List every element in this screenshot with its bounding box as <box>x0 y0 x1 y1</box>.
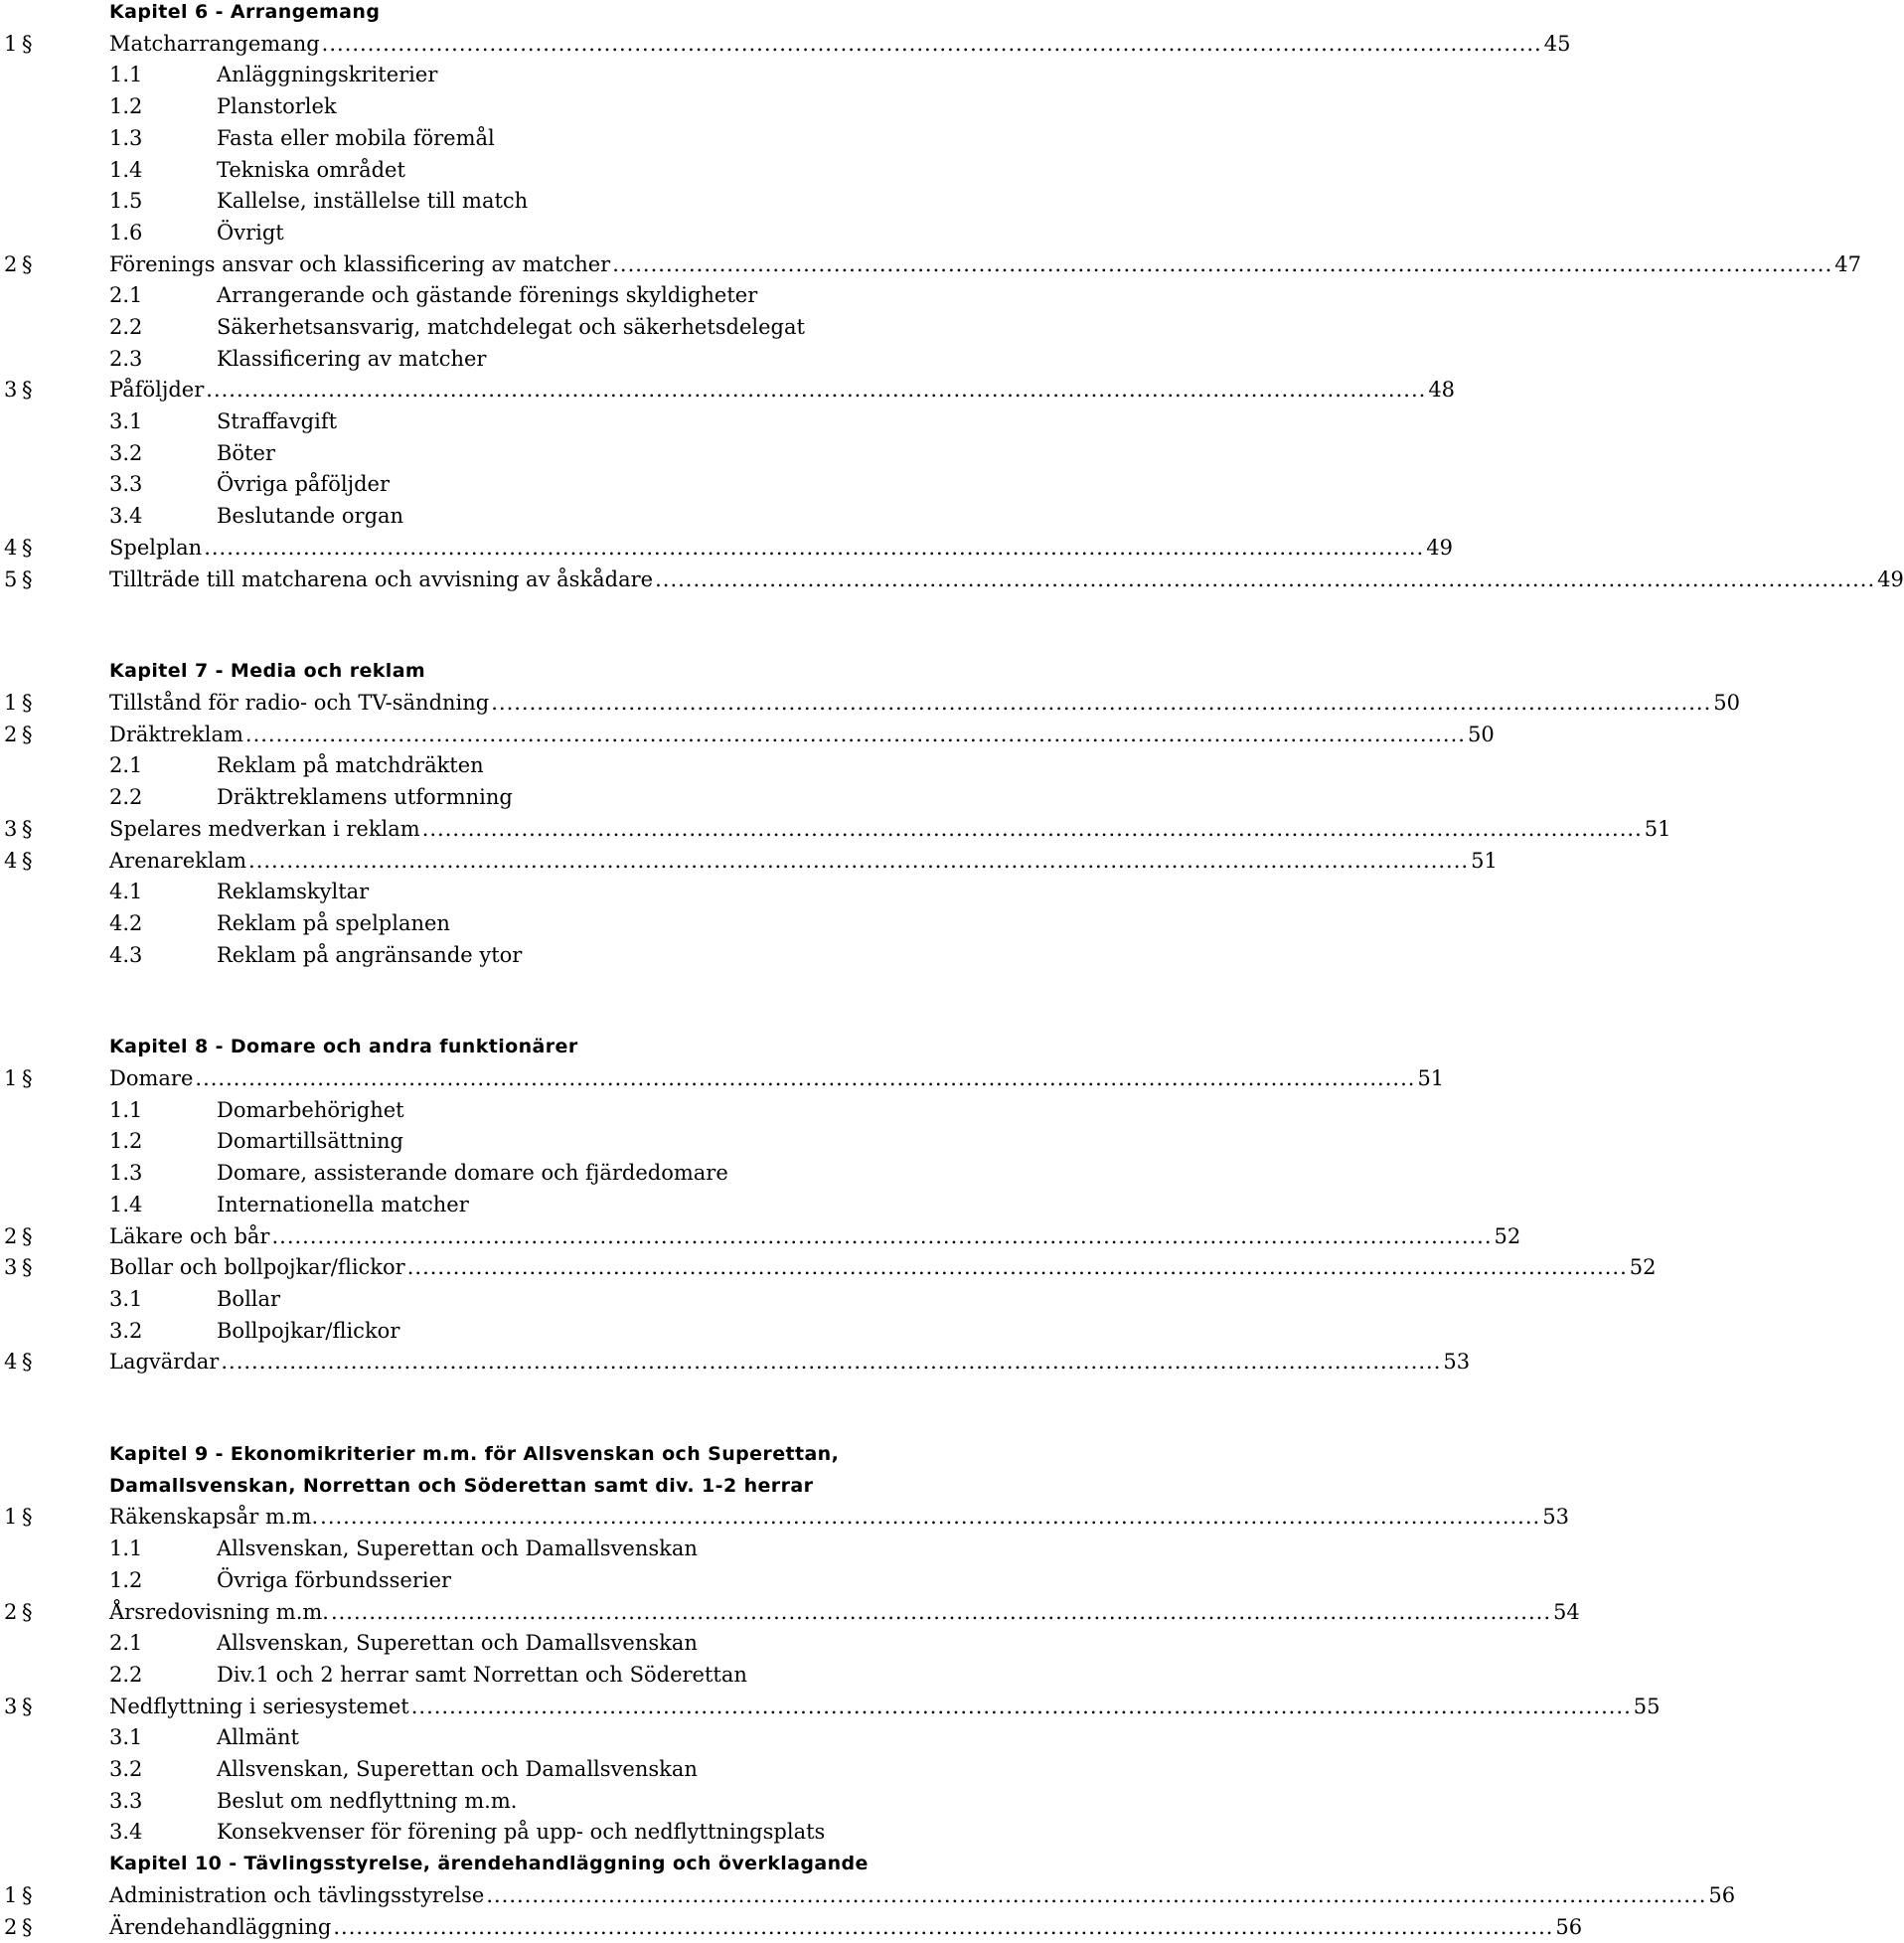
page-number: 51 <box>1417 1066 1445 1090</box>
entry-title: Domare <box>109 1066 194 1090</box>
subsection-number: 4.2 <box>109 911 143 935</box>
subsection-title: Klassificering av matcher <box>217 347 487 371</box>
section-number: 3 <box>4 1255 18 1279</box>
entry-title: Räkenskapsår m.m. <box>109 1505 319 1529</box>
section-number: 1 <box>4 32 18 56</box>
entry-title: Påföljder <box>109 378 205 402</box>
toc-subentry[interactable] <box>0 1189 954 1220</box>
subsection-number: 3.4 <box>109 504 143 528</box>
subsection-title: Beslutande organ <box>217 504 404 528</box>
entry-line <box>109 1062 1445 1094</box>
entry-title: Förenings ansvar och klassificering av matcher <box>109 252 611 276</box>
subsection-number: 3.3 <box>109 472 143 496</box>
section-symbol: § <box>22 1695 33 1718</box>
toc-subentry[interactable] <box>0 1721 954 1753</box>
entry-title: Spelares medverkan i reklam <box>109 817 420 841</box>
entry-line <box>109 687 1740 719</box>
section-number: 1 <box>4 1883 18 1907</box>
entry-line <box>109 564 1904 595</box>
subsection-title: Kallelse, inställelse till match <box>217 189 529 213</box>
chapter-heading-continued: Damallsvenskan, Norrettan och Söderettan samt div. 1-2 herrar <box>109 1475 814 1497</box>
toc-subentry[interactable] <box>0 781 954 813</box>
chapter-heading: Kapitel 10 - Tävlingsstyrelse, ärendehandläggning och överklagande <box>109 1853 869 1874</box>
toc-entry[interactable] <box>0 1251 1657 1283</box>
section-number: 2 <box>4 1600 18 1624</box>
subsection-title: Allsvenskan, Superettan och Damallsvenskan <box>217 1631 698 1655</box>
chapter-heading: Kapitel 8 - Domare och andra funktionärer <box>109 1036 578 1057</box>
toc-entry[interactable] <box>0 845 1498 877</box>
dot-leader: ................................................................................................................................................................ <box>421 817 1643 841</box>
toc-subentry[interactable] <box>0 1125 954 1157</box>
toc-subentry[interactable] <box>0 185 954 217</box>
dot-leader: ................................................................................................................................................................ <box>486 1883 1707 1907</box>
subsection-title: Arrangerande och gästande förenings skyldigheter <box>217 283 758 307</box>
section-symbol: § <box>22 252 33 276</box>
section-number: 4 <box>4 849 18 873</box>
entry-title: Nedflyttning i seriesystemet <box>109 1695 409 1718</box>
subsection-title: Tekniska området <box>217 158 405 182</box>
page-number: 51 <box>1644 817 1671 841</box>
toc-subentry[interactable] <box>0 500 954 532</box>
subsection-number: 2.1 <box>109 1631 143 1655</box>
entry-line <box>109 1501 1569 1533</box>
dot-leader: ................................................................................................................................................................ <box>406 1255 1628 1279</box>
toc-subentry[interactable] <box>0 1785 954 1817</box>
section-symbol: § <box>22 536 33 560</box>
dot-leader: ................................................................................................................................................................ <box>221 1350 1442 1374</box>
subsection-number: 3.2 <box>109 1319 143 1343</box>
page-number: 51 <box>1471 849 1498 873</box>
toc-subentry[interactable] <box>0 1315 954 1347</box>
section-number: 2 <box>4 1915 18 1939</box>
subsection-title: Bollpojkar/flickor <box>217 1319 400 1343</box>
subsection-number: 3.2 <box>109 1757 143 1781</box>
entry-title: Tillträde till matcharena och avvisning av åskådare <box>109 567 654 591</box>
page-number: 49 <box>1877 567 1904 591</box>
toc-entry[interactable] <box>0 374 1456 405</box>
chapter-heading: Kapitel 9 - Ekonomikriterier m.m. för Allsvenskan och Superettan, <box>109 1443 840 1465</box>
toc-entry[interactable] <box>0 28 1571 60</box>
subsection-title: Domartillsättning <box>217 1129 403 1153</box>
entry-line <box>109 532 1453 564</box>
toc-subentry[interactable] <box>0 1753 954 1785</box>
subsection-number: 2.1 <box>109 283 143 307</box>
section-symbol: § <box>22 817 33 841</box>
subsection-title: Dräktreklamens utformning <box>217 785 513 809</box>
subsection-number: 1.4 <box>109 1193 143 1216</box>
section-symbol: § <box>22 1883 33 1907</box>
entry-title: Ärendehandläggning <box>109 1915 332 1939</box>
toc-entry[interactable] <box>0 687 1740 719</box>
subsection-number: 3.3 <box>109 1789 143 1813</box>
page-number: 52 <box>1629 1255 1657 1279</box>
entry-line <box>109 1346 1471 1377</box>
page-number: 48 <box>1428 378 1456 402</box>
section-symbol: § <box>22 1224 33 1248</box>
subsection-title: Planstorlek <box>217 94 337 118</box>
subsection-number: 1.5 <box>109 189 143 213</box>
dot-leader: ................................................................................................................................................................ <box>612 252 1833 276</box>
entry-line <box>109 374 1456 405</box>
entry-line <box>109 1911 1583 1943</box>
toc-entry[interactable] <box>0 532 1453 564</box>
toc-subentry[interactable] <box>0 1659 954 1691</box>
entry-title: Dräktreklam <box>109 723 243 746</box>
section-number: 2 <box>4 252 18 276</box>
entry-line <box>109 28 1571 60</box>
toc-entry[interactable] <box>0 813 1671 845</box>
section-number: 5 <box>4 567 18 591</box>
page-number: 56 <box>1555 1915 1583 1939</box>
section-number: 3 <box>4 378 18 402</box>
toc-subentry[interactable] <box>0 1533 954 1564</box>
section-symbol: § <box>22 849 33 873</box>
chapter-heading: Kapitel 6 - Arrangemang <box>109 1 381 23</box>
subsection-title: Reklam på spelplanen <box>217 911 450 935</box>
page-number: 45 <box>1543 32 1571 56</box>
entry-line <box>109 1691 1661 1722</box>
subsection-title: Beslut om nedflyttning m.m. <box>217 1789 518 1813</box>
dot-leader: ................................................................................................................................................................ <box>333 1915 1554 1939</box>
section-symbol: § <box>22 1255 33 1279</box>
subsection-number: 2.3 <box>109 347 143 371</box>
subsection-title: Övriga förbundsserier <box>217 1568 452 1592</box>
toc-entry[interactable] <box>0 1501 1569 1533</box>
section-number: 3 <box>4 817 18 841</box>
page-number: 55 <box>1633 1695 1661 1718</box>
toc-subentry[interactable] <box>0 939 954 971</box>
chapter-heading: Kapitel 7 - Media och reklam <box>109 660 426 682</box>
page-number: 49 <box>1426 536 1453 560</box>
subsection-title: Fasta eller mobila föremål <box>217 126 495 150</box>
entry-line <box>109 248 1862 280</box>
subsection-number: 1.2 <box>109 1568 143 1592</box>
subsection-number: 1.3 <box>109 126 143 150</box>
subsection-title: Reklam på matchdräkten <box>217 753 484 777</box>
section-symbol: § <box>22 1066 33 1090</box>
toc-subentry[interactable] <box>0 1816 954 1848</box>
subsection-title: Allmänt <box>217 1725 299 1749</box>
section-symbol: § <box>22 1915 33 1939</box>
toc-subentry[interactable] <box>0 437 954 469</box>
toc-subentry[interactable] <box>0 217 954 248</box>
subsection-title: Anläggningskriterier <box>217 63 438 86</box>
entry-line <box>109 1251 1657 1283</box>
toc-entry[interactable] <box>0 1691 1661 1722</box>
subsection-number: 1.1 <box>109 1537 143 1560</box>
subsection-number: 4.3 <box>109 943 143 967</box>
toc-subentry[interactable] <box>0 1564 954 1596</box>
subsection-number: 4.1 <box>109 880 143 903</box>
section-number: 1 <box>4 1505 18 1529</box>
toc-entry[interactable] <box>0 1879 1736 1911</box>
subsection-number: 2.2 <box>109 315 143 339</box>
dot-leader: ................................................................................................................................................................ <box>330 1600 1551 1624</box>
subsection-title: Domare, assisterande domare och fjärdedomare <box>217 1161 728 1185</box>
subsection-number: 2.1 <box>109 753 143 777</box>
page-number: 47 <box>1834 252 1862 276</box>
dot-leader: ................................................................................................................................................................ <box>655 567 1876 591</box>
subsection-title: Div.1 och 2 herrar samt Norrettan och Söderettan <box>217 1663 747 1687</box>
page-number: 50 <box>1713 691 1740 715</box>
subsection-title: Internationella matcher <box>217 1193 469 1216</box>
dot-leader: ................................................................................................................................................................ <box>271 1224 1493 1248</box>
page-number: 54 <box>1553 1600 1580 1624</box>
subsection-number: 1.2 <box>109 94 143 118</box>
section-symbol: § <box>22 567 33 591</box>
subsection-number: 1.4 <box>109 158 143 182</box>
entry-title: Tillstånd för radio- och TV-sändning <box>109 691 490 715</box>
entry-title: Spelplan <box>109 536 203 560</box>
toc-entry[interactable] <box>0 1220 1521 1252</box>
toc-subentry[interactable] <box>0 90 954 122</box>
subsection-title: Böter <box>217 441 275 465</box>
entry-title: Matcharrangemang <box>109 32 320 56</box>
section-number: 2 <box>4 723 18 746</box>
toc-subentry[interactable] <box>0 279 954 311</box>
entry-line <box>109 1596 1580 1628</box>
section-number: 4 <box>4 536 18 560</box>
entry-title: Arenareklam <box>109 849 247 873</box>
section-symbol: § <box>22 1505 33 1529</box>
dot-leader: ................................................................................................................................................................ <box>244 723 1466 746</box>
toc-entry[interactable] <box>0 1911 1583 1943</box>
entry-title: Bollar och bollpojkar/flickor <box>109 1255 405 1279</box>
dot-leader: ................................................................................................................................................................ <box>410 1695 1632 1718</box>
toc-entry[interactable] <box>0 1596 1580 1628</box>
entry-title: Lagvärdar <box>109 1350 220 1374</box>
subsection-title: Konsekvenser för förening på upp- och nedflyttningsplats <box>217 1820 826 1844</box>
page-number: 53 <box>1542 1505 1569 1529</box>
subsection-number: 3.2 <box>109 441 143 465</box>
dot-leader: ................................................................................................................................................................ <box>204 536 1425 560</box>
section-symbol: § <box>22 1350 33 1374</box>
section-number: 2 <box>4 1224 18 1248</box>
subsection-number: 3.4 <box>109 1820 143 1844</box>
toc-entry[interactable] <box>0 564 1904 595</box>
subsection-title: Domarbehörighet <box>217 1098 404 1122</box>
subsection-title: Reklam på angränsande ytor <box>217 943 523 967</box>
toc-subentry[interactable] <box>0 876 954 907</box>
dot-leader: ................................................................................................................................................................ <box>320 1505 1541 1529</box>
toc-entry[interactable] <box>0 1062 1445 1094</box>
toc-subentry[interactable] <box>0 907 954 939</box>
subsection-number: 3.1 <box>109 409 143 433</box>
subsection-number: 2.2 <box>109 1663 143 1687</box>
toc-entry[interactable] <box>0 248 1862 280</box>
subsection-number: 1.3 <box>109 1161 143 1185</box>
toc-subentry[interactable] <box>0 343 954 375</box>
subsection-number: 1.6 <box>109 221 143 244</box>
section-number: 4 <box>4 1350 18 1374</box>
toc-subentry[interactable] <box>0 59 954 90</box>
subsection-title: Reklamskyltar <box>217 880 370 903</box>
entry-line <box>109 813 1671 845</box>
subsection-title: Övriga påföljder <box>217 472 390 496</box>
toc-subentry[interactable] <box>0 154 954 186</box>
dot-leader: ................................................................................................................................................................ <box>321 32 1542 56</box>
toc-subentry[interactable] <box>0 405 954 437</box>
subsection-title: Straffavgift <box>217 409 338 433</box>
subsection-number: 2.2 <box>109 785 143 809</box>
toc-subentry[interactable] <box>0 311 954 343</box>
subsection-title: Övrigt <box>217 221 284 244</box>
section-symbol: § <box>22 32 33 56</box>
subsection-number: 1.2 <box>109 1129 143 1153</box>
subsection-number: 3.1 <box>109 1725 143 1749</box>
subsection-title: Allsvenskan, Superettan och Damallsvenskan <box>217 1757 698 1781</box>
entry-title: Administration och tävlingsstyrelse <box>109 1883 485 1907</box>
subsection-title: Allsvenskan, Superettan och Damallsvenskan <box>217 1537 698 1560</box>
page-number: 52 <box>1494 1224 1521 1248</box>
toc-subentry[interactable] <box>0 1094 954 1126</box>
toc-subentry[interactable] <box>0 1157 954 1189</box>
toc-subentry[interactable] <box>0 468 954 500</box>
dot-leader: ................................................................................................................................................................ <box>195 1066 1416 1090</box>
page-number: 50 <box>1467 723 1495 746</box>
toc-subentry[interactable] <box>0 1627 954 1659</box>
section-symbol: § <box>22 1600 33 1624</box>
subsection-number: 1.1 <box>109 63 143 86</box>
section-symbol: § <box>22 378 33 402</box>
section-symbol: § <box>22 691 33 715</box>
section-number: 1 <box>4 691 18 715</box>
toc-subentry[interactable] <box>0 1283 954 1315</box>
entry-title: Läkare och bår <box>109 1224 270 1248</box>
toc-entry[interactable] <box>0 719 1495 750</box>
page-number: 53 <box>1443 1350 1471 1374</box>
dot-leader: ................................................................................................................................................................ <box>206 378 1427 402</box>
page-number: 56 <box>1708 1883 1736 1907</box>
subsection-number: 3.1 <box>109 1287 143 1311</box>
toc-entry[interactable] <box>0 1346 1471 1377</box>
subsection-number: 1.1 <box>109 1098 143 1122</box>
toc-subentry[interactable] <box>0 749 954 781</box>
entry-line <box>109 1220 1521 1252</box>
subsection-title: Bollar <box>217 1287 281 1311</box>
section-number: 3 <box>4 1695 18 1718</box>
subsection-title: Säkerhetsansvarig, matchdelegat och säkerhetsdelegat <box>217 315 805 339</box>
toc-subentry[interactable] <box>0 122 954 154</box>
section-number: 1 <box>4 1066 18 1090</box>
entry-line <box>109 845 1498 877</box>
entry-line <box>109 1879 1736 1911</box>
entry-line <box>109 719 1495 750</box>
entry-title: Årsredovisning m.m. <box>109 1600 329 1624</box>
section-symbol: § <box>22 723 33 746</box>
dot-leader: ................................................................................................................................................................ <box>491 691 1712 715</box>
dot-leader: ................................................................................................................................................................ <box>248 849 1470 873</box>
